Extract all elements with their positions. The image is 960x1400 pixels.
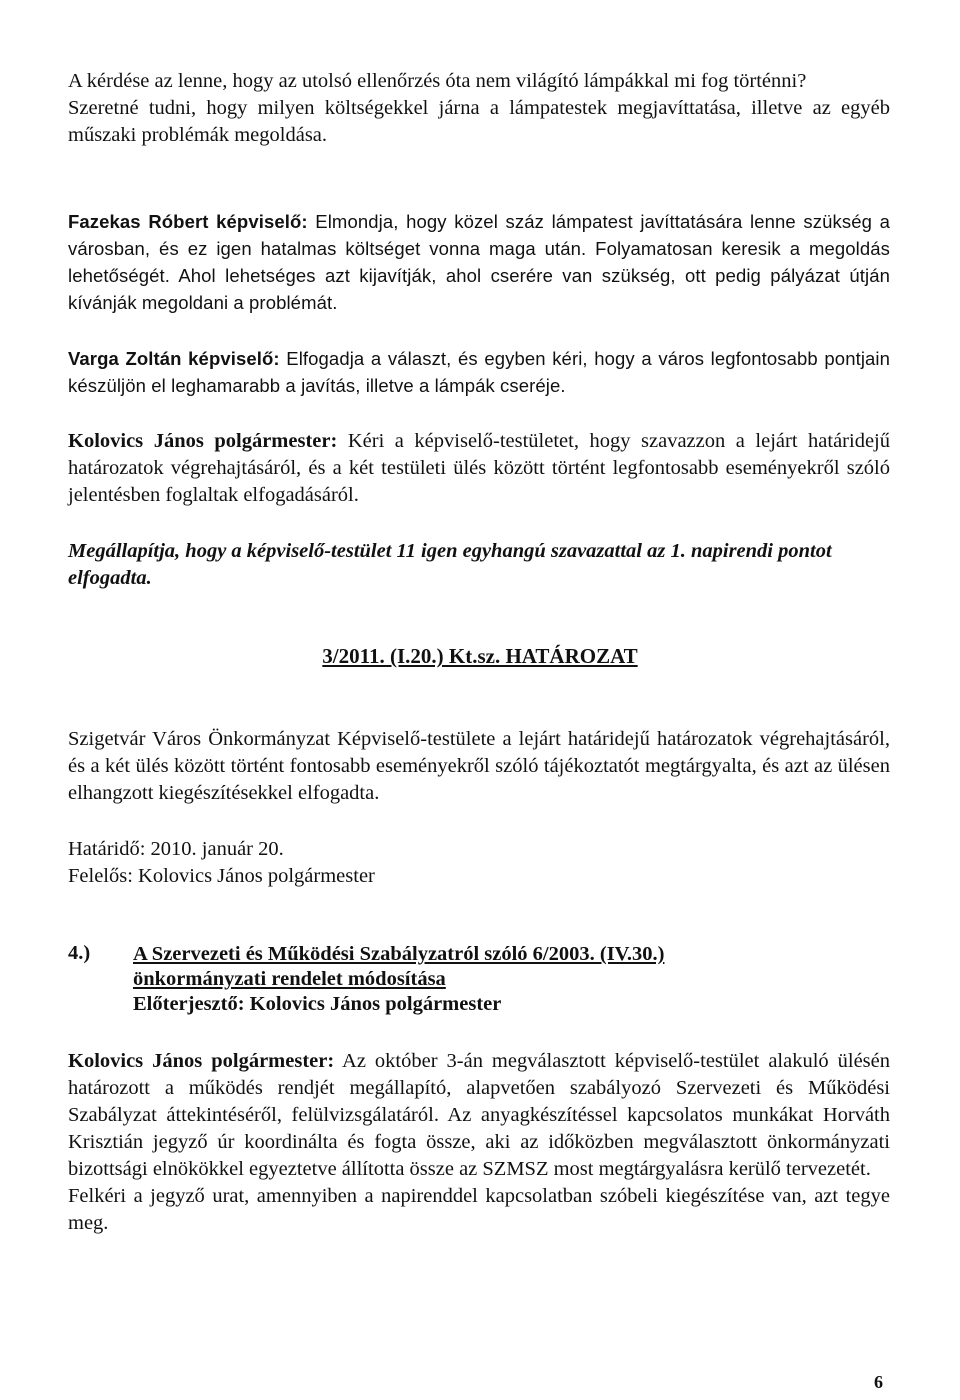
mayor-paragraph [68, 428, 890, 509]
agenda-item-heading [133, 942, 893, 1017]
resolution-title: 3/2011. (I.20.) Kt.sz. HATÁROZAT [322, 644, 638, 668]
speech-text: Az október 3-án megválasztott képviselő-testület alakuló ülésén határozott a működés rendjét megállapító, alapvetően szabályozó Szervezeti és Működési Szabályzat áttekintéséről, felülvizsgálatáról. Az anyagkészítéssel kapcsolatos munkákat Horváth Krisztián jegyző úr koordinálta és fogta össze, aki az időközben megválasztott önkormányzati bizottsági elnökökkel egyeztetve állította össze az SZMSZ most megtárgyalásra kerülő tervezetét. [68, 1050, 891, 1180]
resolution-body [68, 726, 890, 807]
speaker-name: Kolovics János polgármester: [68, 430, 338, 452]
vote-result [68, 538, 890, 592]
agenda-item-title-line1: A Szervezeti és Működési Szabályzatról szóló 6/2003. (IV.30.) [133, 943, 665, 965]
responsible: Felelős: Kolovics János polgármester [68, 865, 375, 887]
closing-paragraph [68, 1048, 890, 1237]
speech-text: Elmondja, hogy közel száz lámpatest javíttatására lenne szükség a városban, és ez igen hatalmas költséget vonna maga után. Folyamatosan keresik a megoldás lehetőségét. Ahol lehetséges azt kijavítják, ahol cserére van szükség, ott pedig pályázat útján kívánják megoldani a problémát. [68, 211, 891, 313]
deadline: Határidő: 2010. január 20. [68, 838, 284, 860]
agenda-item-title-line2: önkormányzati rendelet módosítása [133, 968, 446, 990]
question-paragraph [68, 68, 890, 149]
speaker-name: Kolovics János polgármester: [68, 1050, 335, 1072]
request-text: Felkéri a jegyző urat, amennyiben a napirenddel kapcsolatban szóbeli kiegészítése van, azt tegye meg. [68, 1185, 890, 1234]
speech-text: Kéri a képviselő-testületet, hogy szavazzon a lejárt határidejű határozatok végrehajtásáról, és a két testületi ülés között történt legfontosabb eseményekről szóló jelentésben foglaltak elfogadásáról. [68, 430, 890, 506]
cost-question-text: Szeretné tudni, hogy milyen költségekkel járna a lámpatestek megjavíttatása, illetve az egyéb műszaki problémák megoldása. [68, 97, 890, 146]
speaker-name: Fazekas Róbert képviselő: [68, 211, 308, 232]
resolution-meta [68, 836, 890, 890]
question-text: A kérdése az lenne, hogy az utolsó ellenőrzés óta nem világító lámpákkal mi fog történni? [68, 70, 807, 92]
resolution-text: Szigetvár Város Önkormányzat Képviselő-testülete a lejárt határidejű határozatok végrehajtásáról, és a két ülés között történt fontosabb eseményekről szóló tájékoztatót megtárgyalta, és azt az ülésen elhangzott kiegészítésekkel elfogadta. [68, 728, 890, 804]
vote-result-text: Megállapítja, hogy a képviselő-testület 11 igen egyhangú szavazattal az 1. napirendi pontot elfogadta. [68, 540, 832, 589]
page-number: 6 [874, 1372, 883, 1392]
speaker-name: Varga Zoltán képviselő: [68, 348, 280, 369]
speech-text: Elfogadja a választ, és egyben kéri, hogy a város legfontosabb pontjain készüljön el leghamarabb a javítás, illetve a lámpák cseréje. [68, 348, 891, 396]
varga-paragraph [68, 345, 890, 399]
agenda-item-presenter: Előterjesztő: Kolovics János polgármester [133, 993, 502, 1015]
fazekas-paragraph [68, 208, 890, 316]
agenda-item-number: 4.) [68, 942, 91, 964]
